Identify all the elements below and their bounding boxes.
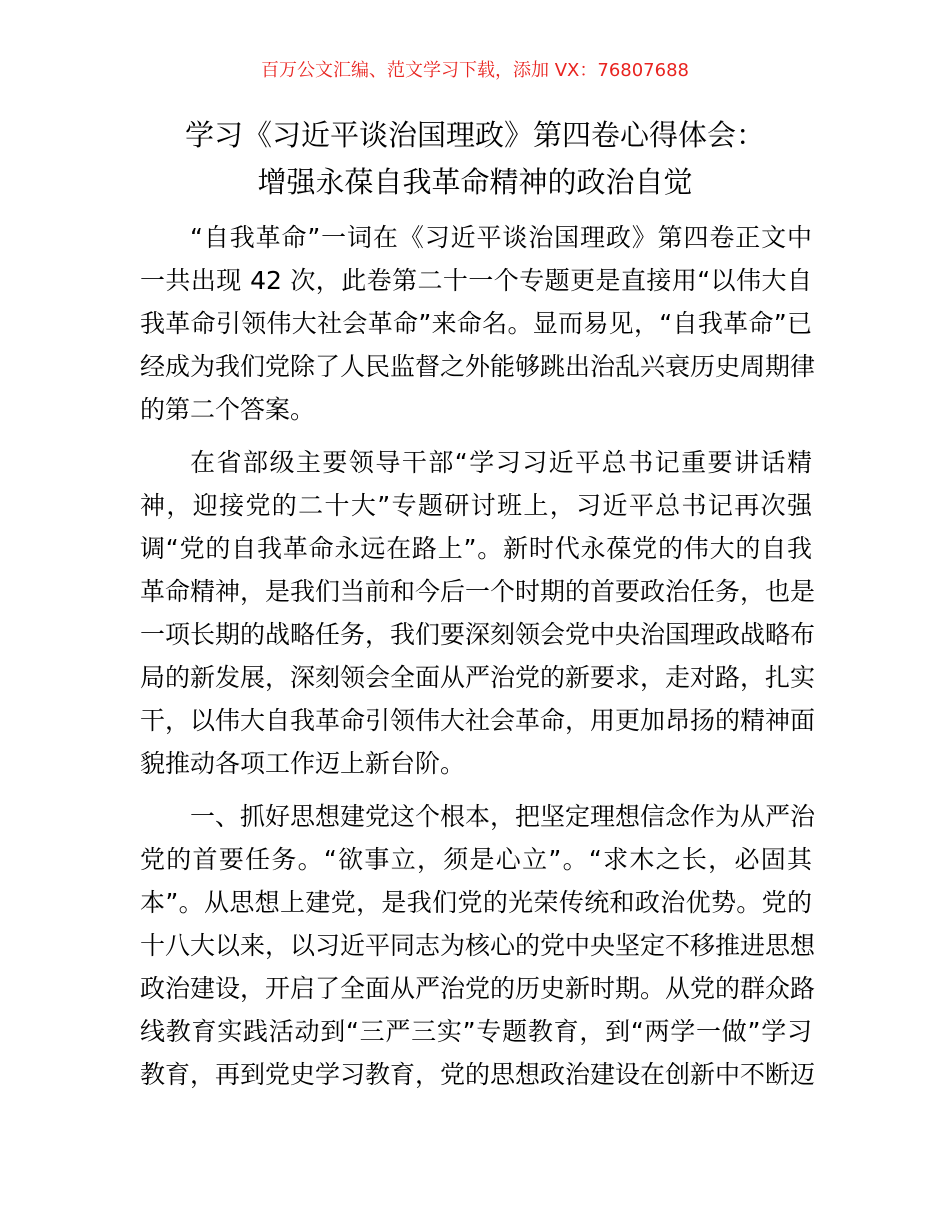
text-line: 经成为我们党除了人民监督之外能够跳出治乱兴衰历史周期律	[140, 352, 816, 381]
text-line: 政治建设，开启了全面从严治党的历史新时期。从党的群众路	[140, 974, 816, 1003]
document-body	[140, 216, 816, 1106]
text-line: 貌推动各项工作迈上新台阶。	[140, 749, 466, 778]
text-line: 神，迎接党的二十大”专题研讨班上，习近平总书记再次强	[140, 491, 812, 520]
text-line: 革命精神，是我们当前和今后一个时期的首要政治任务，也是	[140, 577, 816, 606]
paragraph	[140, 795, 816, 1096]
text-line: 一、抓好思想建党这个根本，把坚定理想信念作为从严治	[190, 802, 816, 831]
title-line-2: 增强永葆自我革命精神的政治自觉	[257, 165, 693, 199]
text-line: 党的首要任务。“欲事立，须是心立”。“求木之长，必固其	[140, 845, 812, 874]
title-line-1: 学习《习近平谈治国理政》第四卷心得体会：	[184, 118, 765, 152]
text-line: 本”。从思想上建党，是我们党的光荣传统和政治优势。党的	[140, 888, 812, 917]
header-banner: 百万公文汇编、范文学习下载，添加 VX：76807688	[261, 60, 689, 81]
text-line: 教育，再到党史学习教育，党的思想政治建设在创新中不断迈	[140, 1060, 816, 1089]
text-line: 十八大以来，以习近平同志为核心的党中央坚定不移推进思想	[140, 931, 816, 960]
paragraph	[140, 441, 816, 785]
text-line: 线教育实践活动到“三严三实”专题教育，到“两学一做”学习	[140, 1017, 812, 1046]
text-line: 我革命引领伟大社会革命”来命名。显而易见，“自我革命”已	[140, 309, 812, 338]
text-line: 调“党的自我革命永远在路上”。新时代永葆党的伟大的自我	[140, 534, 812, 563]
text-line: 一项长期的战略任务，我们要深刻领会党中央治国理政战略布	[140, 620, 816, 649]
text-line: 的第二个答案。	[140, 395, 316, 424]
text-line: “自我革命”一词在《习近平谈治国理政》第四卷正文中	[190, 223, 812, 252]
paragraph	[140, 216, 816, 431]
text-line: 一共出现 42 次，此卷第二十一个专题更是直接用“以伟大自	[140, 266, 812, 295]
text-line: 干，以伟大自我革命引领伟大社会革命，用更加昂扬的精神面	[140, 706, 816, 735]
text-line: 局的新发展，深刻领会全面从严治党的新要求，走对路，扎实	[140, 663, 816, 692]
text-line: 在省部级主要领导干部“学习习近平总书记重要讲话精	[190, 448, 812, 477]
